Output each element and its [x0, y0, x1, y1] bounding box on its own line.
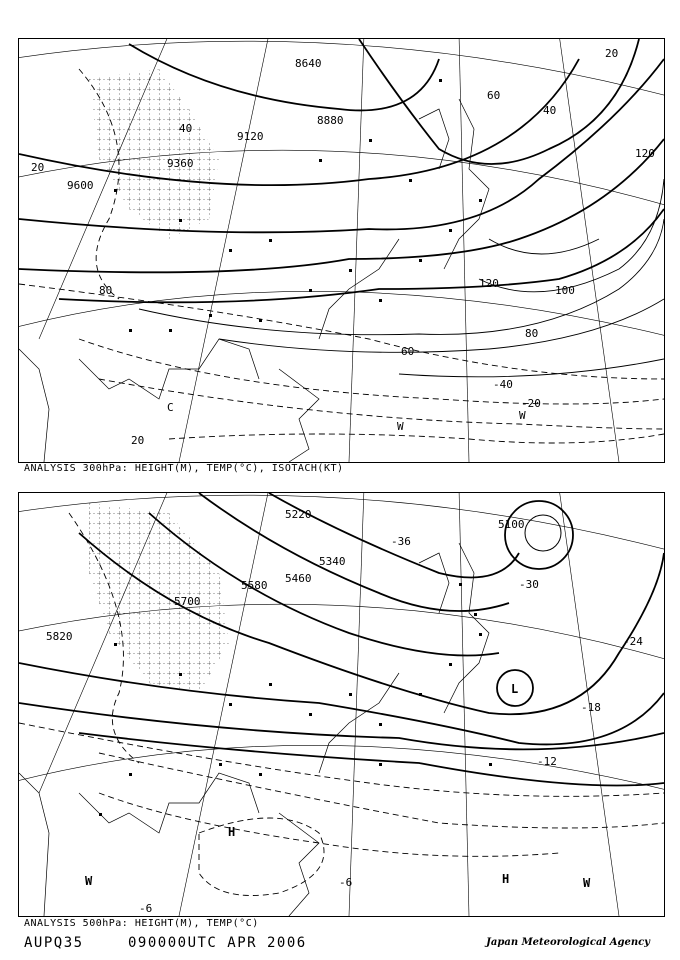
chart-id: AUPQ35	[24, 935, 84, 951]
warm-center-label: W	[583, 876, 591, 890]
caption-300hpa: ANALYSIS 300hPa: HEIGHT(M), TEMP(°C), ISOTACH(KT)	[24, 463, 344, 474]
low-center-ring-outer	[505, 501, 573, 569]
height-label: 9120	[237, 130, 264, 143]
temp-label: -18	[581, 701, 601, 714]
hatched-region	[89, 69, 219, 239]
isotach-label: 40	[543, 104, 557, 117]
warm-center-label: W	[85, 874, 93, 888]
map-500hpa-svg	[19, 493, 664, 916]
isotach-label: 80	[99, 284, 113, 297]
height-label: 5220	[285, 508, 312, 521]
isotach-label: 60	[401, 345, 415, 358]
isotach-label: 20	[605, 47, 619, 60]
isotach-label: 100	[555, 284, 575, 297]
isotach-label: 120	[479, 277, 499, 290]
height-label: 8640	[295, 57, 322, 70]
temp-label: -36	[391, 535, 411, 548]
temp-label: -40	[493, 378, 513, 391]
height-label: 5820	[46, 630, 73, 643]
pressure-center-labels	[85, 682, 591, 890]
temp-label: -12	[537, 755, 557, 768]
warm-center-label: W	[519, 409, 526, 422]
analysis-500hpa-map	[18, 492, 665, 917]
height-label: 9360	[167, 157, 194, 170]
temp-label: -20	[521, 397, 541, 410]
warm-center-label: W	[397, 420, 404, 433]
isotach-label: 80	[525, 327, 539, 340]
isotach-label: 20	[131, 434, 145, 447]
valid-time: 090000UTC APR 2006	[128, 935, 307, 951]
pressure-center-labels	[167, 401, 526, 433]
low-center-label: L	[511, 682, 519, 696]
high-center-label: H	[502, 872, 510, 886]
temp-label: -24	[623, 635, 643, 648]
height-label: 9600	[67, 179, 94, 192]
map-300hpa-svg	[19, 39, 664, 462]
isotach-label: 120	[635, 147, 655, 160]
isotach-label: 60	[487, 89, 501, 102]
height-label: 5340	[319, 555, 346, 568]
caption-500hpa: ANALYSIS 500hPa: HEIGHT(M), TEMP(°C)	[24, 918, 259, 929]
temp-label: -30	[519, 578, 539, 591]
temp-label: -6	[339, 876, 353, 889]
coastlines	[19, 99, 489, 462]
hatched-region	[89, 503, 229, 693]
high-center-label: H	[228, 825, 236, 839]
isotach-label: 40	[179, 122, 193, 135]
height-label: 5460	[285, 572, 312, 585]
agency-name: Japan Meteorological Agency	[486, 937, 650, 948]
height-label: 5100	[498, 518, 525, 531]
cold-center-label: C	[167, 401, 174, 414]
temp-label: -6	[139, 902, 153, 915]
height-label: 8880	[317, 114, 344, 127]
isotach-label: 20	[31, 161, 45, 174]
height-label: 5700	[174, 595, 201, 608]
analysis-300hpa-map	[18, 38, 665, 463]
low-center-ring-inner	[525, 515, 561, 551]
height-label: 5580	[241, 579, 268, 592]
